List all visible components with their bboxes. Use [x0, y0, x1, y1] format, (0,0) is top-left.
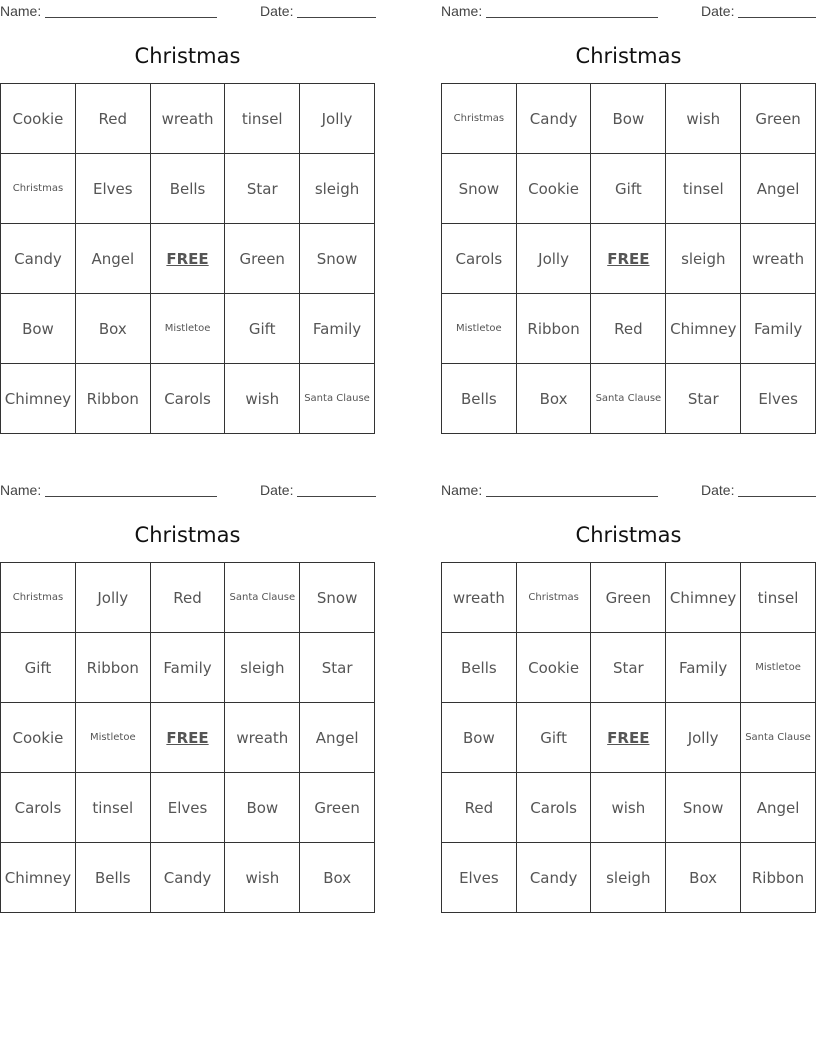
bingo-cell: wreath: [225, 703, 300, 773]
bingo-cell: Cookie: [1, 84, 76, 154]
bingo-cell: Angel: [741, 154, 816, 224]
bingo-card-1: [0, 0, 375, 408]
bingo-cell: Bow: [225, 773, 300, 843]
name-label: Name:: [441, 482, 483, 498]
bingo-cell: Bells: [442, 633, 517, 703]
card-title: Christmas: [575, 44, 682, 68]
bingo-cell: Red: [442, 773, 517, 843]
grid-row: [1, 563, 375, 633]
date-blank: [297, 17, 376, 18]
bingo-cell: Chimney: [1, 843, 76, 913]
bingo-cell: Red: [150, 563, 225, 633]
name-blank: [486, 496, 658, 497]
free-space-cell: FREE: [150, 703, 225, 773]
bingo-cell: Candy: [516, 843, 591, 913]
bingo-cell: sleigh: [225, 633, 300, 703]
bingo-cell: sleigh: [300, 154, 375, 224]
name-date-line: [441, 0, 816, 22]
grid-row: [1, 154, 375, 224]
grid-row: [442, 843, 816, 913]
bingo-cell: tinsel: [741, 563, 816, 633]
bingo-cell: Chimney: [666, 563, 741, 633]
grid-row: [442, 633, 816, 703]
bingo-cell: Christmas: [442, 84, 517, 154]
free-space-cell: FREE: [591, 703, 666, 773]
bingo-cell: Candy: [1, 224, 76, 294]
grid-row: [442, 224, 816, 294]
bingo-cell: Jolly: [516, 224, 591, 294]
bingo-cell: Bow: [1, 294, 76, 364]
bingo-cell: Jolly: [75, 563, 150, 633]
bingo-cell: Snow: [300, 224, 375, 294]
bingo-card-3: [0, 479, 375, 887]
bingo-cell: Elves: [150, 773, 225, 843]
bingo-cell: sleigh: [591, 843, 666, 913]
bingo-cell: Chimney: [1, 364, 76, 434]
date-blank: [738, 17, 816, 18]
bingo-cell: Gift: [1, 633, 76, 703]
grid-row: [1, 843, 375, 913]
grid-row: [1, 703, 375, 773]
bingo-card-4: [441, 479, 816, 887]
bingo-cell: Snow: [442, 154, 517, 224]
date-label: Date:: [260, 482, 294, 498]
name-label: Name:: [0, 482, 42, 498]
free-space-cell: FREE: [591, 224, 666, 294]
bingo-cell: Ribbon: [75, 364, 150, 434]
name-blank: [486, 17, 658, 18]
grid-row: [442, 364, 816, 434]
bingo-cell: Bells: [150, 154, 225, 224]
name-date-line: [441, 479, 816, 501]
card-title: Christmas: [134, 523, 241, 547]
bingo-cell: Red: [591, 294, 666, 364]
bingo-cell: Star: [225, 154, 300, 224]
grid-row: [442, 563, 816, 633]
bingo-cell: tinsel: [225, 84, 300, 154]
bingo-cell: wreath: [741, 224, 816, 294]
bingo-cell: Christmas: [1, 563, 76, 633]
bingo-cell: Gift: [591, 154, 666, 224]
grid-row: [1, 224, 375, 294]
bingo-cell: Gift: [516, 703, 591, 773]
bingo-cell: Angel: [75, 224, 150, 294]
grid-row: [1, 364, 375, 434]
bingo-cell: Family: [666, 633, 741, 703]
bingo-cell: Elves: [442, 843, 517, 913]
bingo-cell: Jolly: [300, 84, 375, 154]
bingo-cell: tinsel: [666, 154, 741, 224]
bingo-cell: Cookie: [516, 633, 591, 703]
bingo-cell: Snow: [300, 563, 375, 633]
bingo-cell: Candy: [516, 84, 591, 154]
bingo-cell: tinsel: [75, 773, 150, 843]
bingo-grid: [441, 562, 816, 913]
bingo-cell: Candy: [150, 843, 225, 913]
grid-row: [442, 773, 816, 843]
date-label: Date:: [260, 3, 294, 19]
bingo-grid: [0, 83, 375, 434]
bingo-cell: Jolly: [666, 703, 741, 773]
bingo-cell: Box: [75, 294, 150, 364]
bingo-card-2: [441, 0, 816, 408]
bingo-cell: Carols: [1, 773, 76, 843]
bingo-cell: Green: [741, 84, 816, 154]
free-space-cell: FREE: [150, 224, 225, 294]
bingo-cell: Cookie: [1, 703, 76, 773]
bingo-cell: Carols: [516, 773, 591, 843]
bingo-cell: Angel: [300, 703, 375, 773]
bingo-cell: Bow: [442, 703, 517, 773]
bingo-cell: Green: [225, 224, 300, 294]
bingo-cell: Mistletoe: [75, 703, 150, 773]
grid-row: [442, 703, 816, 773]
bingo-cell: Bells: [75, 843, 150, 913]
bingo-cell: Santa Clause: [300, 364, 375, 434]
bingo-grid: [0, 562, 375, 913]
bingo-cell: Christmas: [1, 154, 76, 224]
name-blank: [45, 496, 217, 497]
bingo-cell: Green: [591, 563, 666, 633]
bingo-cell: Family: [150, 633, 225, 703]
bingo-cell: Ribbon: [741, 843, 816, 913]
name-date-line: [0, 0, 375, 22]
date-label: Date:: [701, 3, 735, 19]
bingo-cell: wish: [591, 773, 666, 843]
bingo-cell: Gift: [225, 294, 300, 364]
grid-row: [1, 773, 375, 843]
grid-row: [1, 84, 375, 154]
name-label: Name:: [441, 3, 483, 19]
date-label: Date:: [701, 482, 735, 498]
bingo-cell: Family: [741, 294, 816, 364]
bingo-cell: Mistletoe: [442, 294, 517, 364]
bingo-cell: Bow: [591, 84, 666, 154]
grid-row: [442, 84, 816, 154]
bingo-cell: Star: [300, 633, 375, 703]
bingo-cell: Snow: [666, 773, 741, 843]
bingo-cell: Chimney: [666, 294, 741, 364]
bingo-cell: Star: [666, 364, 741, 434]
bingo-cell: wish: [225, 364, 300, 434]
grid-row: [1, 633, 375, 703]
grid-row: [442, 294, 816, 364]
bingo-cell: Ribbon: [516, 294, 591, 364]
bingo-cell: Carols: [150, 364, 225, 434]
bingo-cell: Santa Clause: [225, 563, 300, 633]
bingo-cell: Family: [300, 294, 375, 364]
bingo-cell: sleigh: [666, 224, 741, 294]
name-date-line: [0, 479, 375, 501]
bingo-cell: Bells: [442, 364, 517, 434]
bingo-cell: wreath: [150, 84, 225, 154]
date-blank: [297, 496, 376, 497]
bingo-cell: Elves: [741, 364, 816, 434]
bingo-cell: Ribbon: [75, 633, 150, 703]
date-blank: [738, 496, 816, 497]
grid-row: [442, 154, 816, 224]
grid-row: [1, 294, 375, 364]
bingo-cell: Mistletoe: [150, 294, 225, 364]
bingo-cell: Elves: [75, 154, 150, 224]
bingo-cell: Angel: [741, 773, 816, 843]
bingo-cell: wish: [225, 843, 300, 913]
bingo-cell: Box: [516, 364, 591, 434]
bingo-cell: Christmas: [516, 563, 591, 633]
bingo-cell: Santa Clause: [591, 364, 666, 434]
bingo-cell: wish: [666, 84, 741, 154]
bingo-cell: Star: [591, 633, 666, 703]
name-blank: [45, 17, 217, 18]
bingo-cell: Box: [300, 843, 375, 913]
bingo-cell: Red: [75, 84, 150, 154]
card-title: Christmas: [134, 44, 241, 68]
name-label: Name:: [0, 3, 42, 19]
bingo-cell: wreath: [442, 563, 517, 633]
bingo-cell: Mistletoe: [741, 633, 816, 703]
bingo-cell: Green: [300, 773, 375, 843]
bingo-grid: [441, 83, 816, 434]
bingo-cell: Box: [666, 843, 741, 913]
card-title: Christmas: [575, 523, 682, 547]
bingo-cell: Carols: [442, 224, 517, 294]
bingo-cell: Cookie: [516, 154, 591, 224]
bingo-cell: Santa Clause: [741, 703, 816, 773]
